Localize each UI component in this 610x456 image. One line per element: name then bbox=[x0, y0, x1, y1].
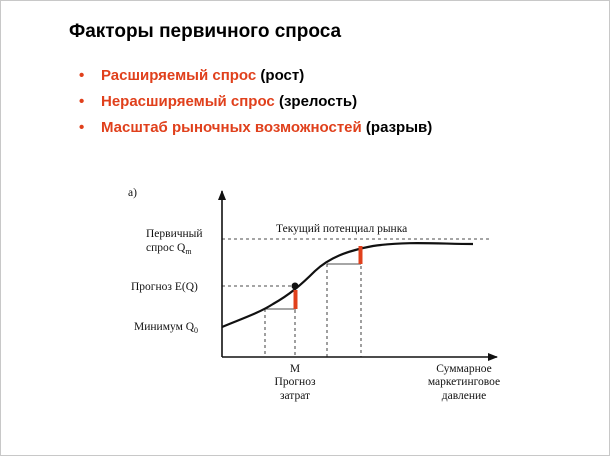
potential-label: Текущий потенциал рынка bbox=[276, 223, 408, 235]
x-label-total-line1: Суммарное bbox=[436, 363, 492, 375]
bullet-dot-icon: • bbox=[79, 119, 85, 136]
forecast-point bbox=[292, 283, 299, 290]
bullet-note-text: (разрыв) bbox=[361, 119, 433, 136]
y-label-minimum: Минимум $Q_0$ bbox=[134, 321, 199, 335]
x-label-cost-line1: Прогноз bbox=[274, 376, 316, 388]
bullet-key-text: Масштаб рыночных возможностей bbox=[101, 119, 362, 136]
bullet-key-text: Нерасширяемый спрос bbox=[101, 93, 275, 110]
x-label-m: M bbox=[289, 363, 301, 375]
increment-bar bbox=[359, 246, 363, 264]
x-label-cost-line2: затрат bbox=[279, 390, 311, 402]
y-label-primary-line1: Первичный bbox=[146, 228, 203, 240]
bullet-note-text: (рост) bbox=[256, 67, 305, 84]
bullet-key-text: Расширяемый спрос bbox=[101, 67, 257, 84]
bullet-dot-icon: • bbox=[79, 93, 85, 110]
bullet-dot-icon: • bbox=[79, 67, 85, 84]
bullet-note-text: (зрелость) bbox=[274, 93, 358, 110]
x-label-total-line2: маркетинговое bbox=[427, 376, 501, 388]
panel-label: а) bbox=[128, 187, 137, 199]
y-label-primary-line2: спрос $Q_m$ bbox=[146, 242, 192, 256]
demand-diagram bbox=[1, 1, 610, 456]
increment-bar bbox=[294, 290, 298, 309]
x-label-total-line3: давление bbox=[441, 390, 487, 402]
response-curve bbox=[222, 243, 473, 327]
y-label-forecast: Прогноз E(Q) bbox=[131, 281, 198, 293]
slide-title: Факторы первичного спроса bbox=[69, 21, 342, 42]
